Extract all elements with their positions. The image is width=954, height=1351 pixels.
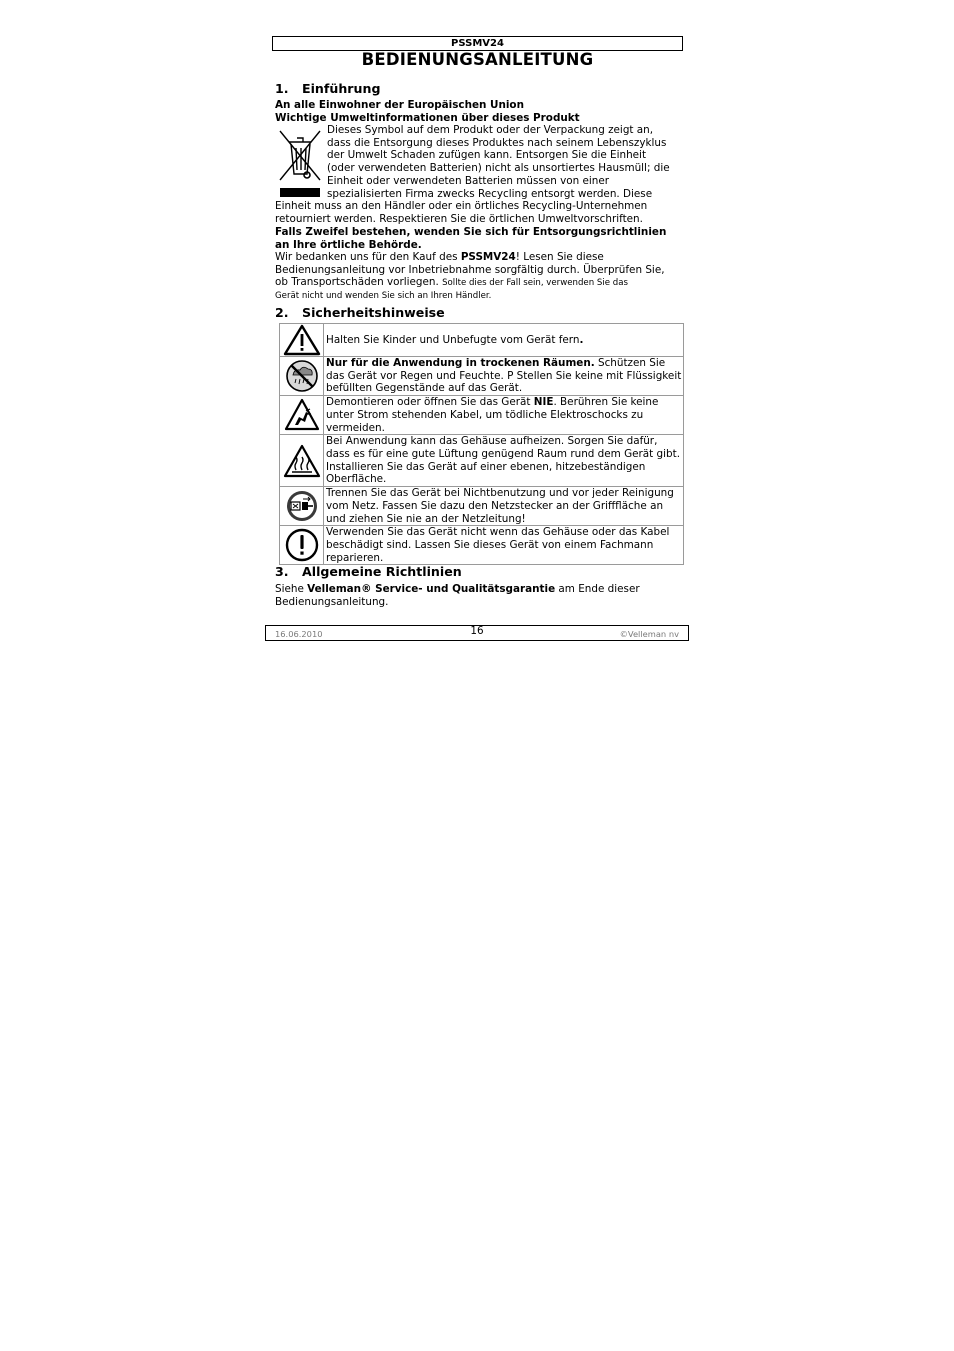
disposal-doubt-note: Falls Zweifel bestehen, wenden Sie sich für Entsorgungsrichtlinien an Ihre örtliche Behörde. — [275, 226, 667, 251]
document-title: BEDIENUNGSANLEITUNG — [361, 50, 594, 69]
eu-residents-line: An alle Einwohner der Europäischen Union — [275, 99, 524, 111]
section-3-heading: 3. Allgemeine Richtlinien — [275, 564, 462, 579]
weee-marker-bar — [280, 188, 320, 197]
table-row: Trennen Sie das Gerät bei Nichtbenutzung und vor jeder Reinigung vom Netz. Fassen Sie dazu den Netzstecker an der Grifffläche an und ziehen Sie nie an der Netzleitung! — [280, 487, 684, 526]
footer-date: 16.06.2010 — [275, 629, 323, 639]
table-row: Bei Anwendung kann das Gehäuse aufheizen. Sorgen Sie dafür, dass es für eine gute Lüftung genügend Raum rund dem Gerät gibt. Installieren Sie das Gerät auf einer ebenen, hitzebeständigen Oberfläche. — [280, 435, 684, 487]
hot-surface-icon — [283, 444, 321, 478]
table-row: Verwenden Sie das Gerät nicht wenn das Gehäuse oder das Kabel beschädigt sind. Lassen Sie dieses Gerät von einem Fachmann reparieren. — [280, 526, 684, 565]
weee-paragraph: Dieses Symbol auf dem Produkt oder der Verpackung zeigt an, dass die Entsorgung dieses Produktes nach seinem Lebenszyklus der Umwelt Schaden zufügen kann. Entsorgen Sie die Einheit (oder verwendeten Batterien) nicht als unsortiertes Hausmüll; die Einheit oder verwendeten Batterien müssen von einer spezialisierten Firma zwecks Recycling entsorgt werden. Diese — [327, 124, 670, 200]
table-row: Demontieren oder öffnen Sie das Gerät NIE. Berühren Sie keine unter Strom stehenden Kabel, um tödliche Elektroschocks zu vermeiden. — [280, 396, 684, 435]
exclamation-circle-icon — [285, 528, 319, 562]
weee-paragraph-continued: Einheit muss an den Händler oder ein örtliches Recycling-Unternehmen retourniert werden. Respektieren Sie die örtlichen Umweltvorschriften. — [275, 200, 648, 225]
footer-copyright: ©Velleman nv — [619, 629, 679, 639]
table-row: Halten Sie Kinder und Unbefugte vom Gerät fern. — [280, 324, 684, 357]
table-row: Nur für die Anwendung in trockenen Räumen. Schützen Sie das Gerät vor Regen und Feuchte. P Stellen Sie keine mit Flüssigkeit befüllten Gegenstände auf das Gerät. — [280, 357, 684, 396]
thanks-paragraph: Wir bedanken uns für den Kauf des PSSMV24! Lesen Sie diese Bedienungsanleitung vor Inbetriebnahme sorgfältig durch. Überprüfen Sie, ob Transportschäden vorliegen. Sollte dies der Fall sein, verwenden Sie das Gerät nicht und wenden Sie sich an Ihren Händler. — [275, 251, 665, 302]
unplug-icon — [286, 490, 318, 522]
crossed-bin-icon — [277, 128, 323, 184]
electric-shock-icon — [284, 398, 320, 432]
section-1-heading: 1. Einführung — [275, 81, 381, 96]
general-guidelines-paragraph: Siehe Velleman® Service- und Qualitätsgarantie am Ende dieser Bedienungsanleitung. — [275, 583, 640, 608]
environment-info-line: Wichtige Umweltinformationen über dieses Produkt — [275, 112, 580, 124]
safety-table — [279, 323, 684, 565]
no-rain-icon — [285, 359, 319, 393]
section-2-heading: 2. Sicherheitshinweise — [275, 305, 445, 320]
page-number: 16 — [470, 625, 484, 637]
model-header-box: PSSMV24 — [272, 36, 683, 51]
warning-triangle-icon — [283, 324, 321, 356]
page-footer — [265, 625, 689, 641]
